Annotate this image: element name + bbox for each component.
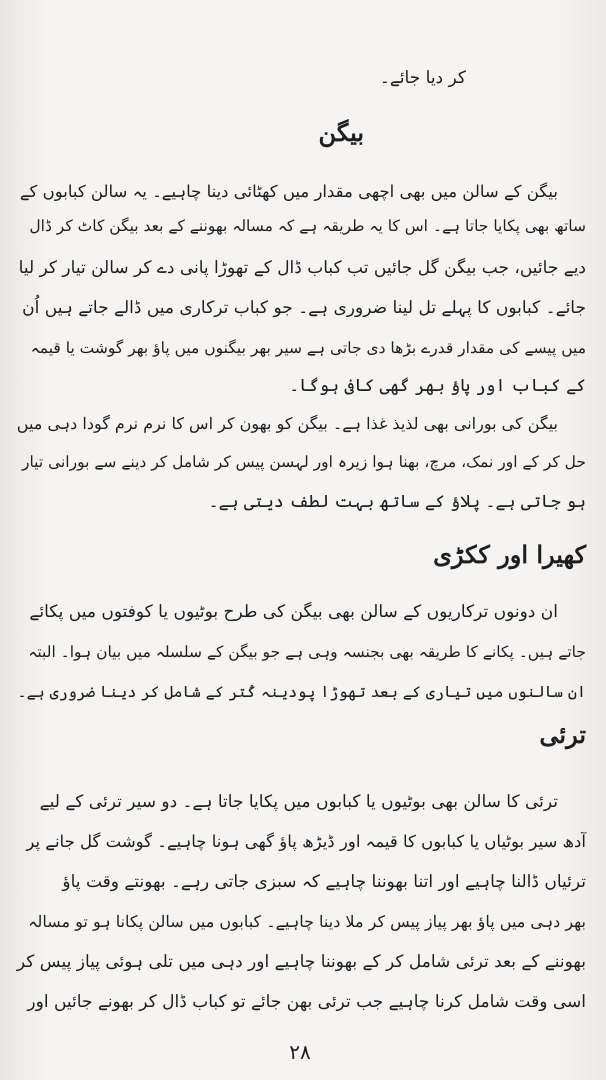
- paragraph-line: حل کر کے اور نمک، مرچ، بھنا ہوا زیرہ اور لہسن پیس کر شامل کر دینے سے بورانی تیار: [21, 453, 586, 471]
- paragraph-line: جائے۔ کبابوں کا پہلے تل لینا ضروری ہے۔ جو کباب ترکاری میں ڈالے جاتے ہیں اُن: [22, 298, 586, 318]
- paragraph-line: بیگن کی بورانی بھی لذیذ غذا ہے۔ بیگن کو بھون کر اس کا نرم نرم گودا دہی میں: [16, 414, 558, 433]
- section-heading-baingan: بیگن: [318, 118, 364, 147]
- paragraph-line: ان دونوں ترکاریوں کے سالن بھی بیگن کی طرح بوٹیوں یا کوفتوں میں پکائے: [29, 602, 558, 622]
- paragraph-line: کے کباب اور پاؤ بھر گھی کافی ہوگا۔: [289, 376, 586, 396]
- intro-line: کر دیا جائے۔: [379, 68, 466, 88]
- section-heading-turai: ترئی: [539, 720, 586, 749]
- paragraph-line: بھر دہی میں پاؤ بھر پیاز پیس کر ملا دینا چاہیے۔ کبابوں میں سالن پکانا ہو تو مسالہ: [28, 912, 586, 931]
- paragraph-line: ترئی کا سالن بھی بوٹیوں یا کبابوں میں پکایا جاتا ہے۔ دو سیر ترئی کے لیے: [39, 792, 558, 812]
- paragraph-line: جاتے ہیں۔ پکانے کا طریقہ بھی بجنسہ وہی ہے جو بیگن کے سلسلہ میں بیان ہوا۔ البتہ: [28, 643, 586, 661]
- paragraph-line: اسی وقت شامل کرنا چاہیے جب ترئی بھن جائے تو کباب ڈال کر بھونے جائیں اور: [27, 992, 586, 1012]
- paragraph-line: ترئیاں ڈالنا چاہیے اور اتنا بھوننا چاہیے کہ سبزی جاتی رہے۔ بھونتے وقت پاؤ: [62, 872, 586, 892]
- page-number: ۲۸: [289, 1040, 311, 1064]
- paragraph-line: ان سالنوں میں تیاری کے بعد تھوڑا پودینہ کُتر کے شامل کر دینا ضروری ہے۔: [17, 683, 586, 701]
- paragraph-line: بیگن کے سالن میں بھی اچھی مقدار میں کھٹائی دینا چاہیے۔ یہ سالن کبابوں کے: [19, 182, 558, 201]
- paragraph-line: ہو جاتی ہے۔ پلاؤ کے ساتھ بہت لطف دیتی ہے۔: [208, 492, 586, 512]
- paragraph-line: آدھ سیر بوٹیاں یا کبابوں کا قیمہ اور ڈیڑھ پاؤ گھی ہونا چاہیے۔ گوشت گل جانے پر: [26, 832, 586, 851]
- paragraph-line: میں پیسے کی مقدار قدرے بڑھا دی جاتی ہے سیر بھر بیگنوں میں پاؤ بھر گوشت یا قیمہ: [30, 339, 586, 357]
- paragraph-line: ساتھ بھی پکایا جاتا ہے۔ اس کا یہ طریقہ ہے کہ مسالہ بھوننے کے بعد بیگن کاٹ کر ڈال: [29, 217, 586, 235]
- paragraph-line: بھوننے کے بعد ترئی شامل کر کے بھوننا چاہیے اور دہی میں تلی ہوئی پیاز پیس کر: [16, 952, 586, 972]
- section-heading-khira-kakri: کھیرا اور ککڑی: [433, 540, 586, 569]
- paragraph-line: دیے جائیں، جب بیگن گل جائیں تب کباب ڈال کے تھوڑا پانی دے کر سالن تیار کر لیا: [18, 258, 586, 278]
